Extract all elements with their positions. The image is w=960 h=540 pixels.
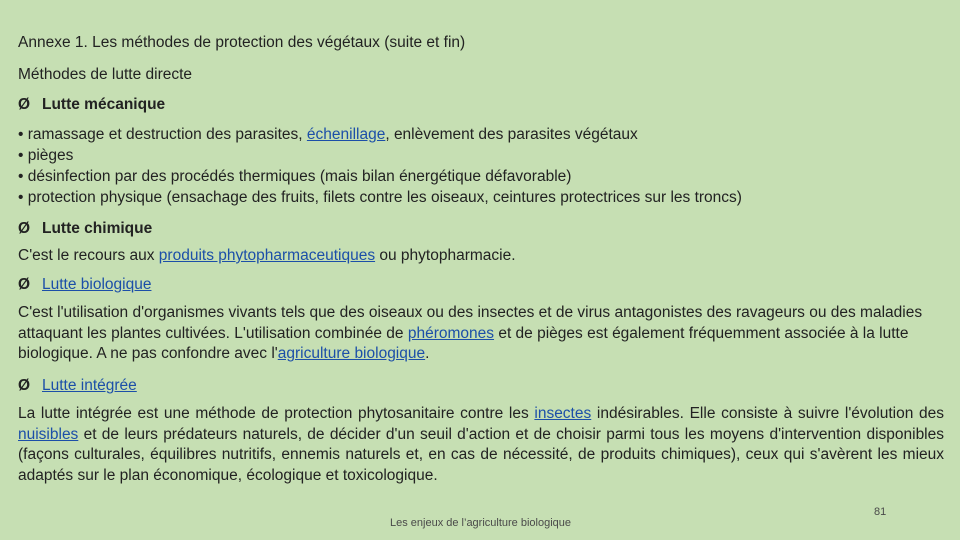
paragraph-text: ou phytopharmacie. [375,247,516,264]
list-item-text: • ramassage et destruction des parasites, [18,126,307,143]
link-insectes[interactable]: insectes [534,405,592,422]
heading-lutte-biologique [18,275,151,295]
list-item: • désinfection par des procédés thermiques (mais bilan énergétique défavorable) [18,168,572,185]
link-nuisibles[interactable]: nuisibles [18,425,79,443]
link-produits-phytopharmaceutiques[interactable]: produits phytopharmaceutiques [158,247,376,264]
heading-lutte-mecanique [18,95,165,115]
link-lutte-integree[interactable]: Lutte intégrée [42,377,137,394]
paragraph-text: C'est le recours aux [18,247,159,264]
paragraph-text: et de pièges est également fréquemment associée à la lutte biologique. A ne pas confondre avec l' [18,324,909,362]
link-agriculture-biologique[interactable]: agriculture biologique [277,345,426,362]
list-item-text: , enlèvement des parasites végétaux [385,126,638,143]
list-item: • protection physique (ensachage des fruits, filets contre les oiseaux, ceintures protectrices sur les troncs) [18,189,742,206]
paragraph-lutte-biologique [18,303,944,365]
list-item [18,125,638,145]
slide-footer: Les enjeux de l’agriculture biologique [390,517,572,529]
paragraph-text: La lutte intégrée est une méthode de protection phytosanitaire contre les [18,405,535,422]
link-pheromones[interactable]: phéromones [407,324,495,342]
paragraph-lutte-integree [18,404,944,486]
heading-lutte-chimique [18,219,152,239]
paragraph-text: indésirables. Elle consiste à suivre l'évolution des [591,405,944,422]
heading-lutte-integree [18,376,137,396]
paragraph-lutte-chimique [18,246,516,266]
arrow-bullet-icon: Ø [18,220,31,237]
section-subtitle: Méthodes de lutte directe [18,66,193,83]
arrow-bullet-icon: Ø [18,377,31,394]
page-number: 81 [874,506,887,518]
arrow-bullet-icon: Ø [18,96,31,113]
link-echenillage[interactable]: échenillage [306,126,386,143]
link-lutte-biologique[interactable]: Lutte biologique [42,276,152,293]
slide-title: Annexe 1. Les méthodes de protection des végétaux (suite et fin) [18,34,466,51]
list-item: • pièges [18,147,74,164]
heading-label: Lutte chimique [42,220,153,237]
paragraph-text: C'est l'utilisation d'organismes vivants tels que des oiseaux ou des insectes et de virus antagonistes des ravageurs ou des maladies attaquant les plantes cultivées. L'utilisation combinée de [18,304,923,342]
heading-label: Lutte mécanique [42,96,166,113]
paragraph-text: . [425,345,430,362]
arrow-bullet-icon: Ø [18,276,31,293]
paragraph-text: et de leurs prédateurs naturels, de décider d'un seuil d'action et de choisir parmi tous les moyens d'intervention disponibles (façons culturales, équilibres nutritifs, ennemis naturels et, en cas de nécessité, de produits chimiques), ceux qui s'avèrent les mieux adaptés sur le plan économique, écologique et toxicologique. [18,425,944,484]
